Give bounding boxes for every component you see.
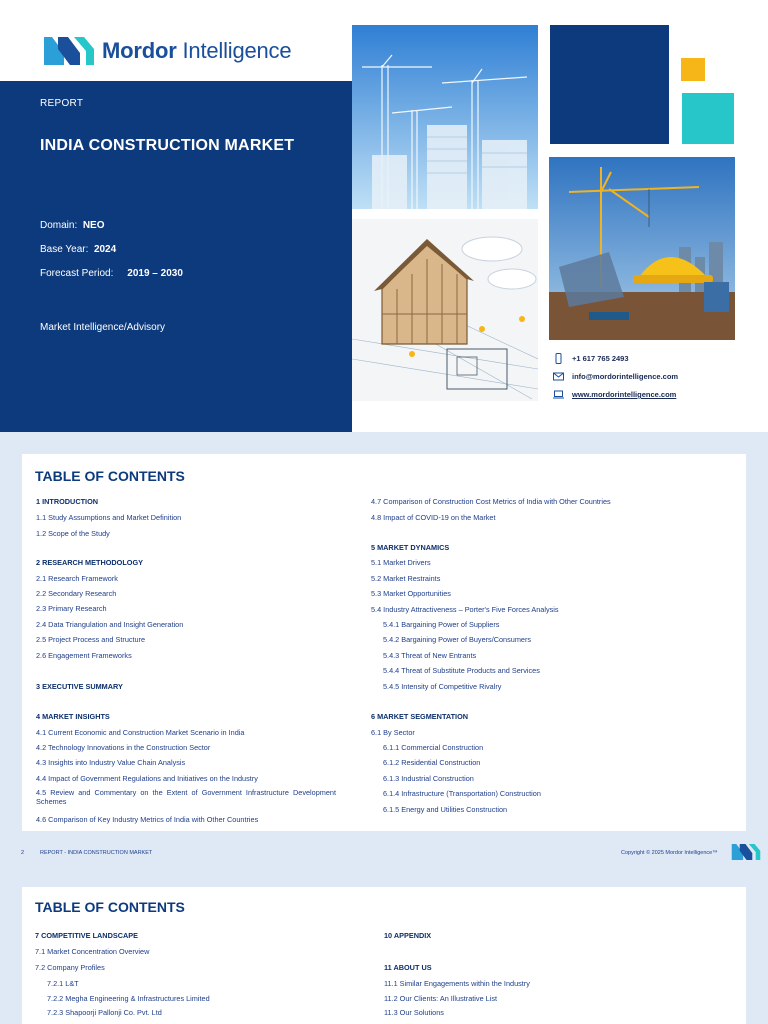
domain-line: Domain: NEO bbox=[40, 220, 105, 231]
hard-hat-photo bbox=[549, 157, 735, 340]
toc-entry[interactable]: 4.5 Review and Commentary on the Extent of Government Infrastructure Development Schemes bbox=[36, 788, 336, 806]
toc-entry[interactable]: 4.2 Technology Innovations in the Construction Sector bbox=[36, 743, 211, 752]
toc-entry[interactable]: 11.2 Our Clients: An Illustrative List bbox=[384, 994, 498, 1003]
toc-entry[interactable]: 4.1 Current Economic and Construction Market Scenario in India bbox=[36, 728, 245, 737]
toc-title-2: TABLE OF CONTENTS bbox=[35, 899, 185, 915]
report-label: REPORT bbox=[40, 98, 84, 109]
toc-section-heading[interactable]: 11 ABOUT US bbox=[384, 963, 432, 972]
toc-entry[interactable]: 5.4 Industry Attractiveness – Porter's Five Forces Analysis bbox=[371, 605, 559, 614]
toc-page bbox=[22, 454, 746, 831]
toc-entry[interactable]: 2.3 Primary Research bbox=[36, 604, 107, 613]
cover-panel bbox=[0, 81, 352, 432]
toc-section-heading[interactable]: 3 EXECUTIVE SUMMARY bbox=[36, 682, 123, 691]
cranes-photo bbox=[352, 25, 538, 209]
base-year-line: Base Year: 2024 bbox=[40, 244, 117, 255]
toc-section-heading[interactable]: 5 MARKET DYNAMICS bbox=[371, 543, 450, 552]
footer-copyright: Copyright © 2025 Mordor Intelligence™ bbox=[621, 850, 718, 856]
toc-entry[interactable]: 2.2 Secondary Research bbox=[36, 589, 117, 598]
decor-teal-square bbox=[682, 93, 734, 144]
toc-title: TABLE OF CONTENTS bbox=[35, 468, 185, 484]
advisory-text: Market Intelligence/Advisory bbox=[40, 322, 166, 333]
toc-section-heading[interactable]: 10 APPENDIX bbox=[384, 931, 432, 940]
page-footer bbox=[0, 840, 768, 864]
mordor-logo bbox=[44, 36, 291, 66]
email-address: info@mordorintelligence.com bbox=[572, 372, 679, 381]
forecast-line: Forecast Period: 2019 – 2030 bbox=[40, 268, 183, 279]
phone-icon bbox=[553, 353, 564, 364]
decor-yellow-square bbox=[681, 58, 705, 81]
toc-entry[interactable]: 7.2.3 Shapoorji Pallonji Co. Pvt. Ltd bbox=[47, 1008, 162, 1017]
contact-phone[interactable] bbox=[553, 353, 629, 364]
page-number: 2 bbox=[21, 850, 25, 856]
toc-section-heading[interactable]: 6 MARKET SEGMENTATION bbox=[371, 712, 469, 721]
toc-entry[interactable]: 6.1 By Sector bbox=[371, 728, 415, 737]
toc-entry[interactable]: 6.1.4 Infrastructure (Transportation) Construction bbox=[383, 789, 541, 798]
toc-section-heading[interactable]: 7 COMPETITIVE LANDSCAPE bbox=[35, 931, 138, 940]
logo-text: Mordor Intelligence bbox=[102, 38, 292, 63]
contact-website[interactable] bbox=[553, 389, 676, 400]
phone-number: +1 617 765 2493 bbox=[572, 354, 629, 363]
footer-report-label: REPORT - INDIA CONSTRUCTION MARKET bbox=[40, 850, 153, 856]
toc-entry[interactable]: 6.1.2 Residential Construction bbox=[383, 758, 481, 767]
toc-entry[interactable]: 4.3 Insights into Industry Value Chain Analysis bbox=[36, 758, 186, 767]
toc-entry[interactable]: 7.2.2 Megha Engineering & Infrastructures Limited bbox=[47, 994, 210, 1003]
contact-email[interactable] bbox=[553, 371, 678, 382]
toc-entry[interactable]: 11.3 Our Solutions bbox=[384, 1008, 444, 1017]
footer-logo-icon bbox=[730, 844, 762, 860]
logo-mark-icon bbox=[44, 37, 94, 65]
toc-entry[interactable]: 4.6 Comparison of Key Industry Metrics of India with Other Countries bbox=[36, 815, 259, 824]
report-cover bbox=[0, 0, 768, 432]
mail-icon bbox=[553, 371, 564, 382]
toc-entry[interactable]: 2.5 Project Process and Structure bbox=[36, 635, 146, 644]
toc-entry[interactable]: 5.3 Market Opportunities bbox=[371, 589, 451, 598]
toc-entry[interactable]: 6.1.1 Commercial Construction bbox=[383, 743, 484, 752]
toc-entry[interactable]: 5.1 Market Drivers bbox=[371, 558, 431, 567]
website-link: www.mordorintelligence.com bbox=[572, 390, 677, 399]
toc-entry[interactable]: 6.1.5 Energy and Utilities Construction bbox=[383, 805, 508, 814]
toc-entry[interactable]: 7.2 Company Profiles bbox=[35, 963, 105, 972]
toc-entry[interactable]: 1.1 Study Assumptions and Market Definition bbox=[36, 513, 182, 522]
toc-entry[interactable]: 5.2 Market Restraints bbox=[371, 574, 441, 583]
toc-entry[interactable]: 7.1 Market Concentration Overview bbox=[35, 947, 150, 956]
house-frame-photo bbox=[352, 219, 538, 401]
decor-navy-square bbox=[550, 25, 669, 144]
toc-entry[interactable]: 4.8 Impact of COVID-19 on the Market bbox=[371, 513, 496, 522]
toc-section-heading[interactable]: 1 INTRODUCTION bbox=[36, 497, 99, 506]
toc-entry[interactable]: 1.2 Scope of the Study bbox=[36, 529, 110, 538]
toc-entry[interactable]: 5.4.2 Bargaining Power of Buyers/Consumers bbox=[383, 635, 532, 644]
toc-entry[interactable]: 7.2.1 L&T bbox=[47, 979, 79, 988]
toc-section-heading[interactable]: 2 RESEARCH METHODOLOGY bbox=[36, 558, 144, 567]
report-title: INDIA CONSTRUCTION MARKET bbox=[40, 137, 295, 154]
toc-entry[interactable]: 6.1.3 Industrial Construction bbox=[383, 774, 474, 783]
laptop-icon bbox=[553, 389, 564, 400]
toc-entry[interactable]: 4.7 Comparison of Construction Cost Metrics of India with Other Countries bbox=[371, 497, 611, 506]
toc-entry[interactable]: 2.1 Research Framework bbox=[36, 574, 118, 583]
toc-section-heading[interactable]: 4 MARKET INSIGHTS bbox=[36, 712, 110, 721]
toc-entry[interactable]: 5.4.4 Threat of Substitute Products and Services bbox=[383, 666, 540, 675]
toc-entry[interactable]: 2.6 Engagement Frameworks bbox=[36, 651, 132, 660]
toc-page-2 bbox=[22, 887, 746, 1024]
toc-entry[interactable]: 5.4.5 Intensity of Competitive Rivalry bbox=[383, 682, 502, 691]
toc-entry[interactable]: 4.4 Impact of Government Regulations and Initiatives on the Industry bbox=[36, 774, 258, 783]
toc-entry[interactable]: 2.4 Data Triangulation and Insight Generation bbox=[36, 620, 184, 629]
toc-entry[interactable]: 11.1 Similar Engagements within the Industry bbox=[384, 979, 530, 988]
toc-entry[interactable]: 5.4.3 Threat of New Entrants bbox=[383, 651, 477, 660]
toc-entry[interactable]: 5.4.1 Bargaining Power of Suppliers bbox=[383, 620, 500, 629]
